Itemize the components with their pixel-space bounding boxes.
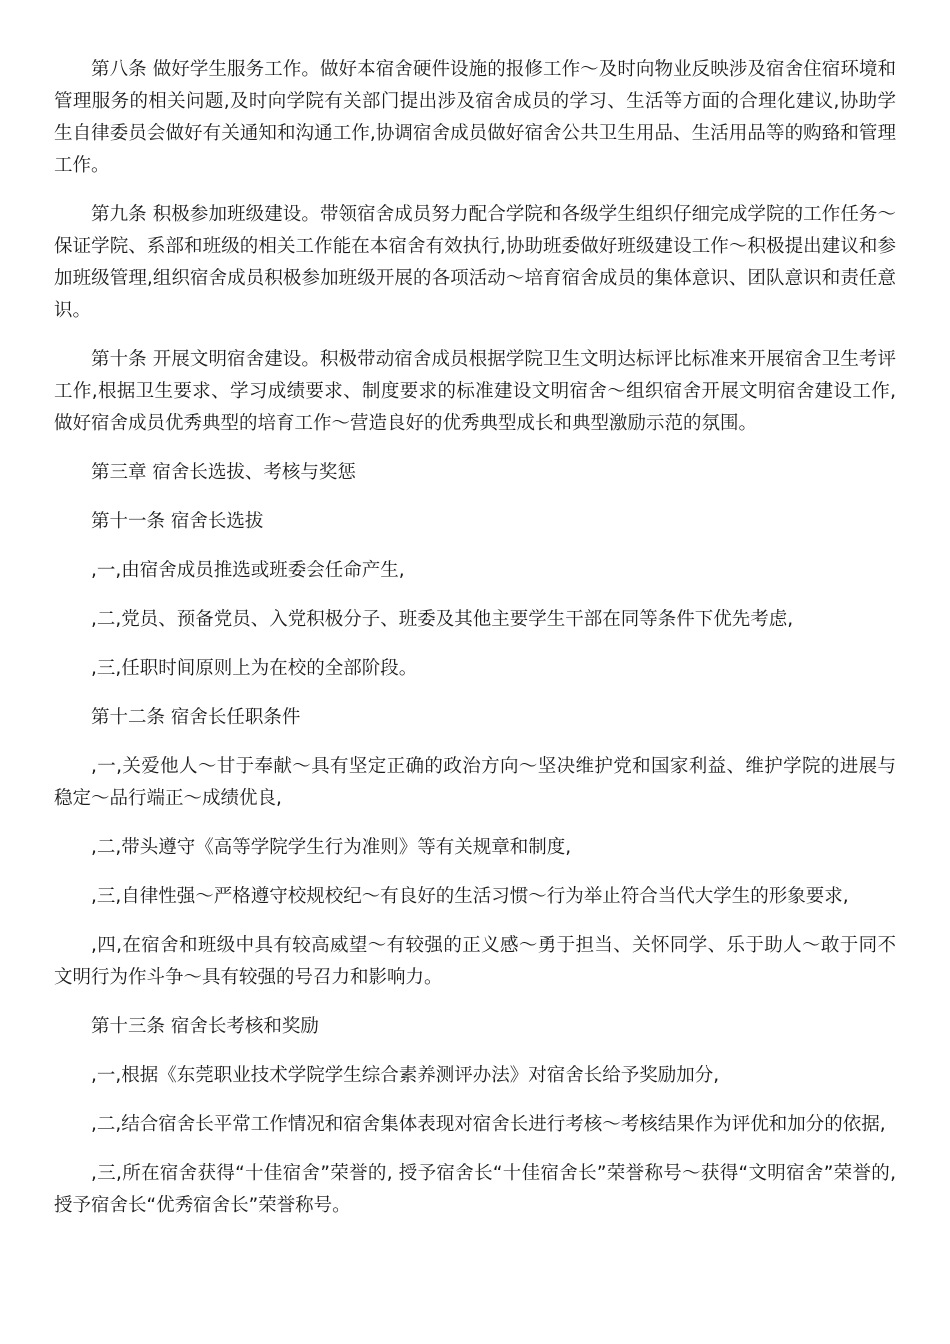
article-11-item-3: ,三,任职时间原则上为在校的全部阶段。 (91, 658, 418, 679)
article-13-item-1: ,一,根据《东莞职业技术学院学生综合素养测评办法》对宿舍长给予奖励加分, (91, 1065, 720, 1086)
chapter-3-heading: 第三章 宿舍长选拔、考核与奖惩 (91, 462, 356, 483)
article-8-paragraph: 第八条 做好学生服务工作。做好本宿舍硬件设施的报修工作～及时向物业反映涉及宿舍住宿环境和管理服务的相关问题,及时向学院有关部门提出涉及宿舍成员的学习、生活等方面的合理化建议,协助学生自律委员会做好有关通知和沟通工作,协调宿舍成员做好宿舍公共卫生用品、生活用品等的购臵和管理工作。 (54, 59, 896, 176)
article-13-item-3: ,三,所在宿舍获得“十佳宿舍”荣誉的, 授予宿舍长“十佳宿舍长”荣誉称号～获得“文明宿舍”荣誉的, 授予宿舍长“优秀宿舍长”荣誉称号。 (54, 1163, 896, 1216)
article-12-item-4: ,四,在宿舍和班级中具有较高威望～有较强的正义感～勇于担当、关怀同学、乐于助人～敢于同不文明行为作斗争～具有较强的号召力和影响力。 (54, 935, 896, 988)
article-11-heading: 第十一条 宿舍长选拔 (91, 511, 264, 532)
article-13-item-2: ,二,结合宿舍长平常工作情况和宿舍集体表现对宿舍长进行考核～考核结果作为评优和加分的依据, (91, 1114, 886, 1135)
article-12-item-1: ,一,关爱他人～甘于奉献～具有坚定正确的政治方向～坚决维护党和国家利益、维护学院的进展与稳定～品行端正～成绩优良, (54, 756, 896, 809)
article-13-heading: 第十三条 宿舍长考核和奖励 (91, 1016, 319, 1037)
document-page (54, 54, 896, 1239)
article-11-item-2: ,二,党员、预备党员、入党积极分子、班委及其他主要学生干部在同等条件下优先考虑, (91, 609, 794, 630)
article-9-paragraph: 第九条 积极参加班级建设。带领宿舍成员努力配合学院和各级学生组织仔细完成学院的工作任务～保证学院、系部和班级的相关工作能在本宿舍有效执行,协助班委做好班级建设工作～积极提出建议和参加班级管理,组织宿舍成员积极参加班级开展的各项活动～培育宿舍成员的集体意识、团队意识和责任意识。 (54, 204, 896, 321)
article-11-item-1: ,一,由宿舍成员推选或班委会任命产生, (91, 560, 405, 581)
article-12-item-2: ,二,带头遵守《高等学院学生行为准则》等有关规章和制度, (91, 837, 572, 858)
article-12-heading: 第十二条 宿舍长任职条件 (91, 707, 301, 728)
article-10-paragraph: 第十条 开展文明宿舍建设。积极带动宿舍成员根据学院卫生文明达标评比标准来开展宿舍卫生考评工作,根据卫生要求、学习成绩要求、制度要求的标准建设文明宿舍～组织宿舍开展文明宿舍建设工作,做好宿舍成员优秀典型的培育工作～营造良好的优秀典型成长和典型激励示范的氛围。 (54, 349, 896, 434)
article-12-item-3: ,三,自律性强～严格遵守校规校纪～有良好的生活习惯～行为举止符合当代大学生的形象要求, (91, 886, 849, 907)
